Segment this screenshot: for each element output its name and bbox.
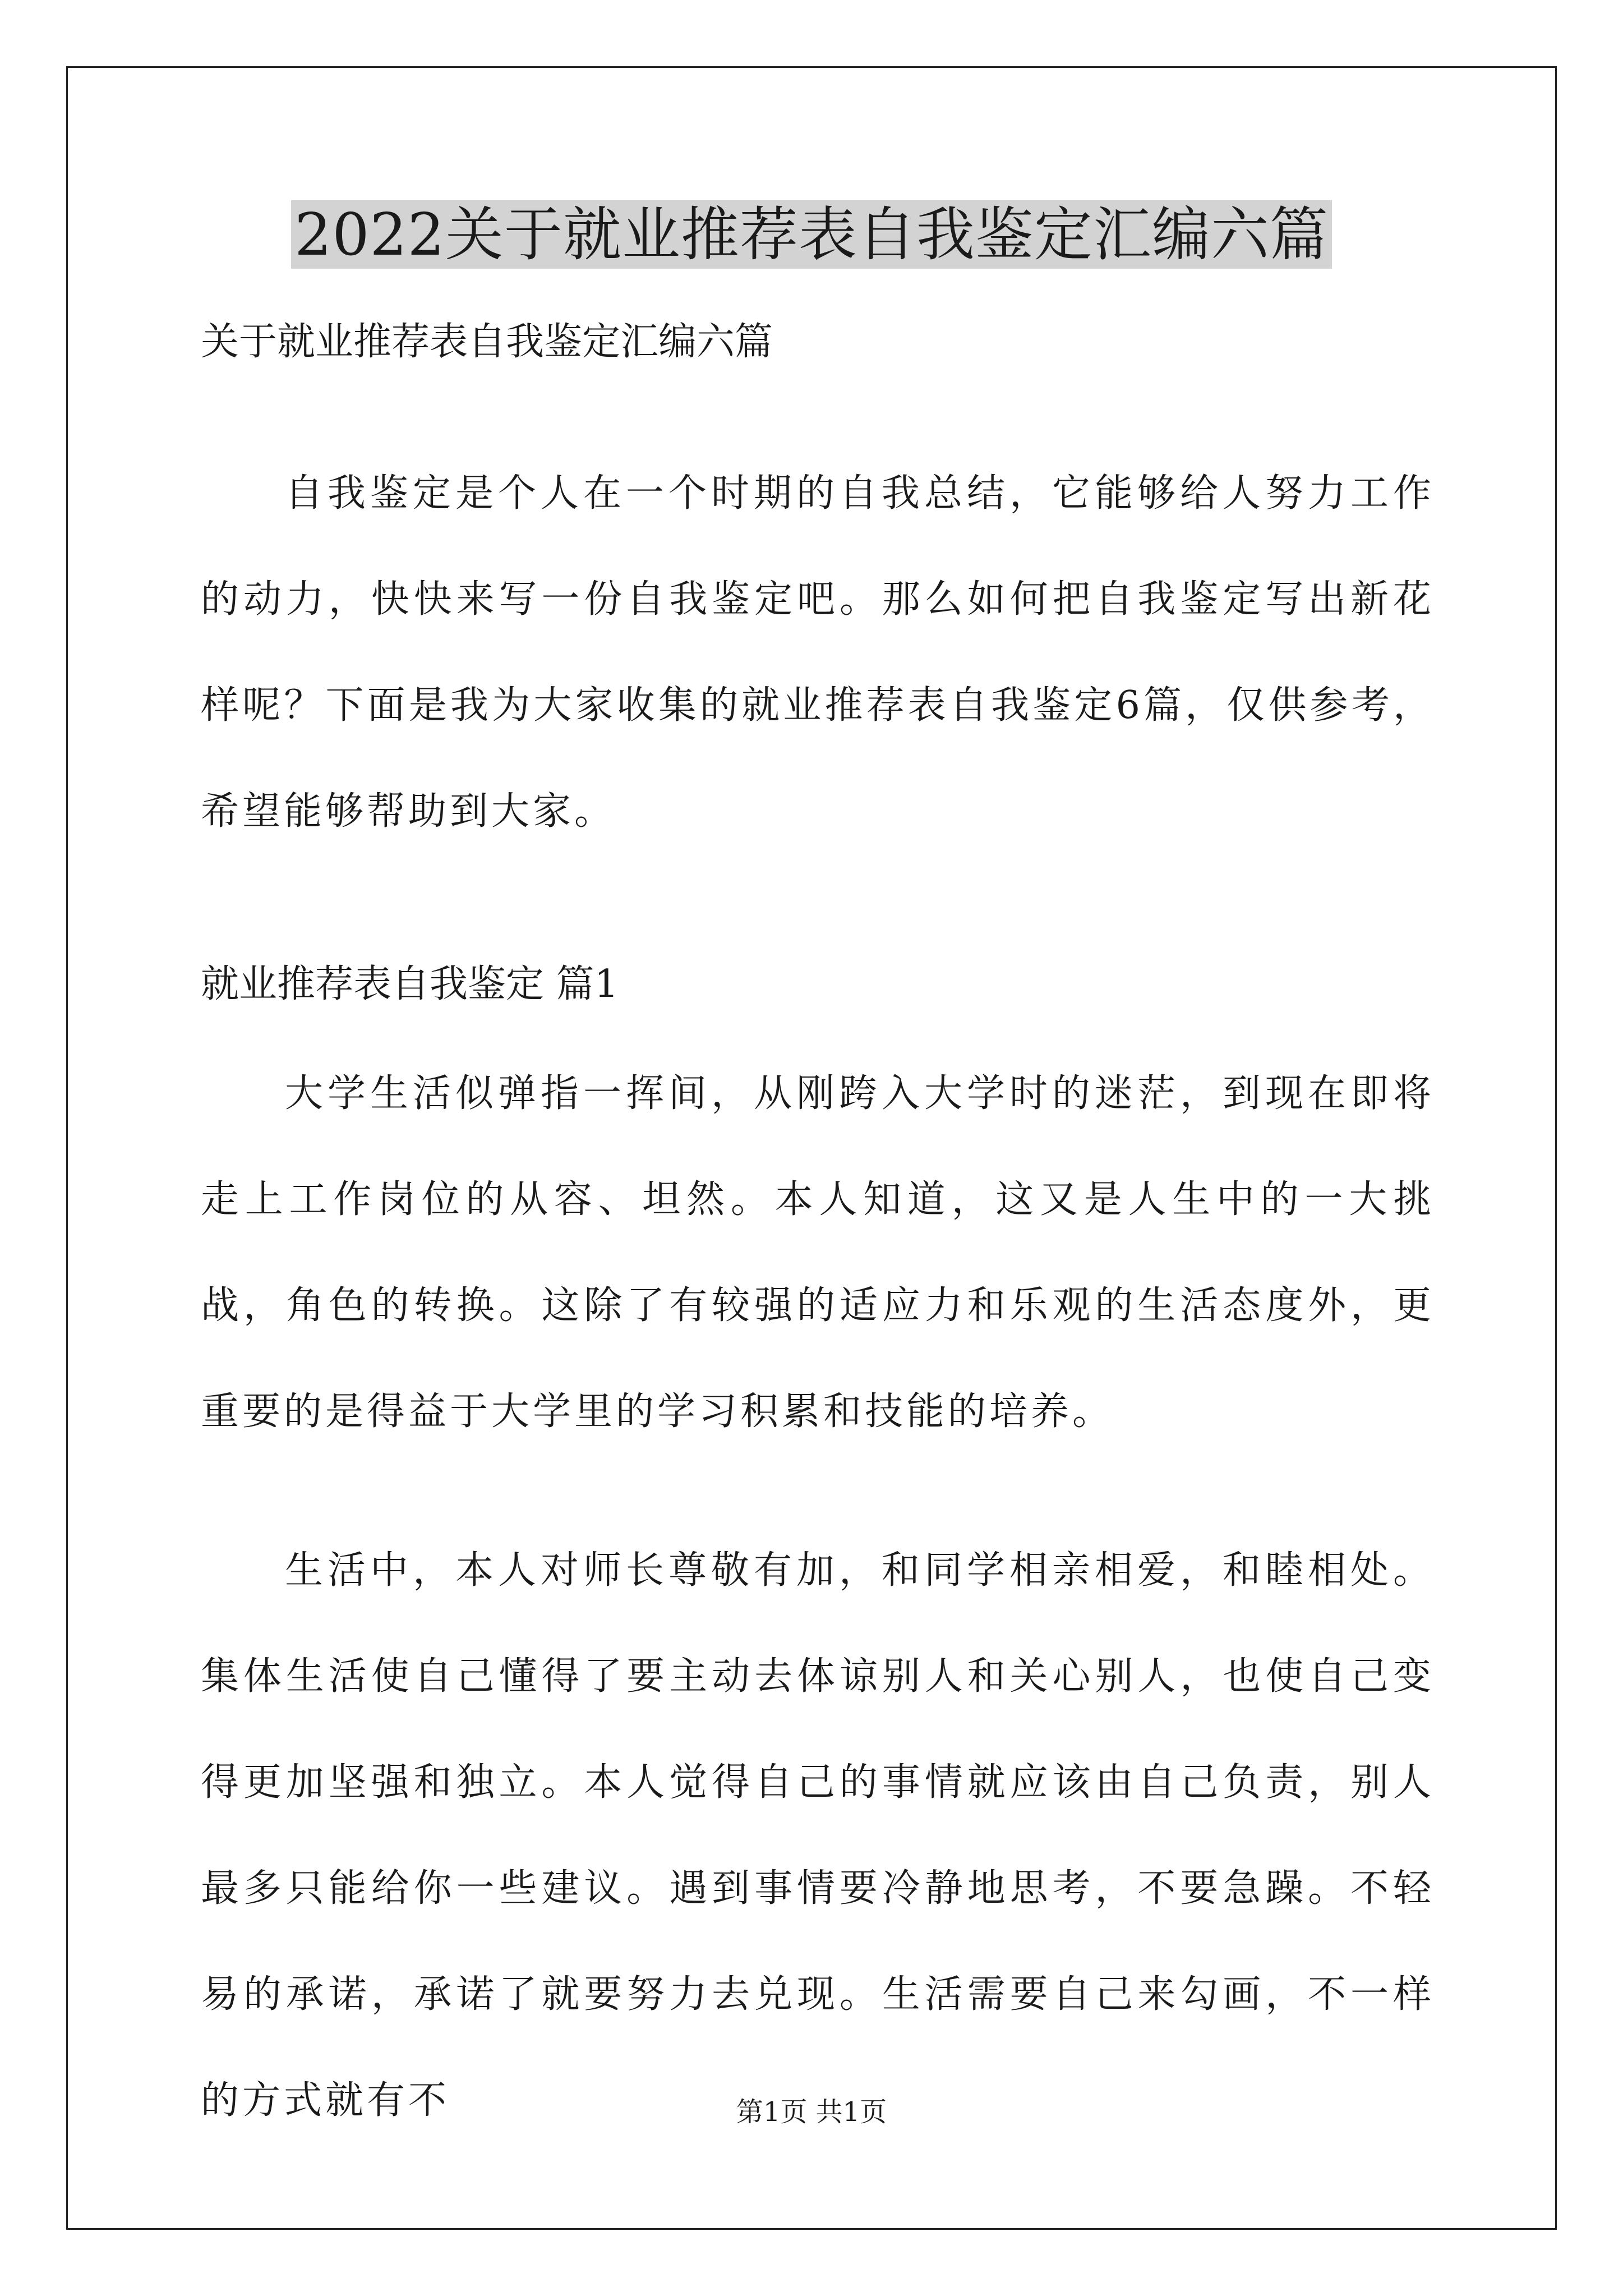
page-footer: 第1页 共1页 xyxy=(736,2096,887,2128)
body-paragraph: 生活中，本人对师长尊敬有加，和同学相亲相爱，和睦相处。集体生活使自己懂得了要主动去体谅别人和关心别人，也使自己变得更加坚强和独立。本人觉得自己的事情就应该由自己负责，别人最多只能给你一些建议。遇到事情要冷静地思考，不要急躁。不轻易的承诺，承诺了就要努力去兑现。生活需要自己来勾画，不一样的方式就有不 xyxy=(201,1548,1435,2123)
section-heading: 就业推荐表自我鉴定 篇1 xyxy=(201,962,619,1006)
document-subtitle: 关于就业推荐表自我鉴定汇编六篇 xyxy=(201,320,773,364)
intro-paragraph: 自我鉴定是个人在一个时期的自我总结，它能够给人努力工作的动力，快快来写一份自我鉴定吧。那么如何把自我鉴定写出新花样呢？下面是我为大家收集的就业推荐表自我鉴定6篇，仅供参考，希望能够帮助到大家。 xyxy=(201,471,1435,834)
document-title-text: 2022关于就业推荐表自我鉴定汇编六篇 xyxy=(291,200,1332,269)
body-paragraph: 大学生活似弹指一挥间，从刚跨入大学时的迷茫，到现在即将走上工作岗位的从容、坦然。本人知道，这又是人生中的一大挑战，角色的转换。这除了有较强的适应力和乐观的生活态度外，更重要的是得益于大学里的学习积累和技能的培养。 xyxy=(201,1071,1435,1434)
document-title xyxy=(0,195,1623,274)
